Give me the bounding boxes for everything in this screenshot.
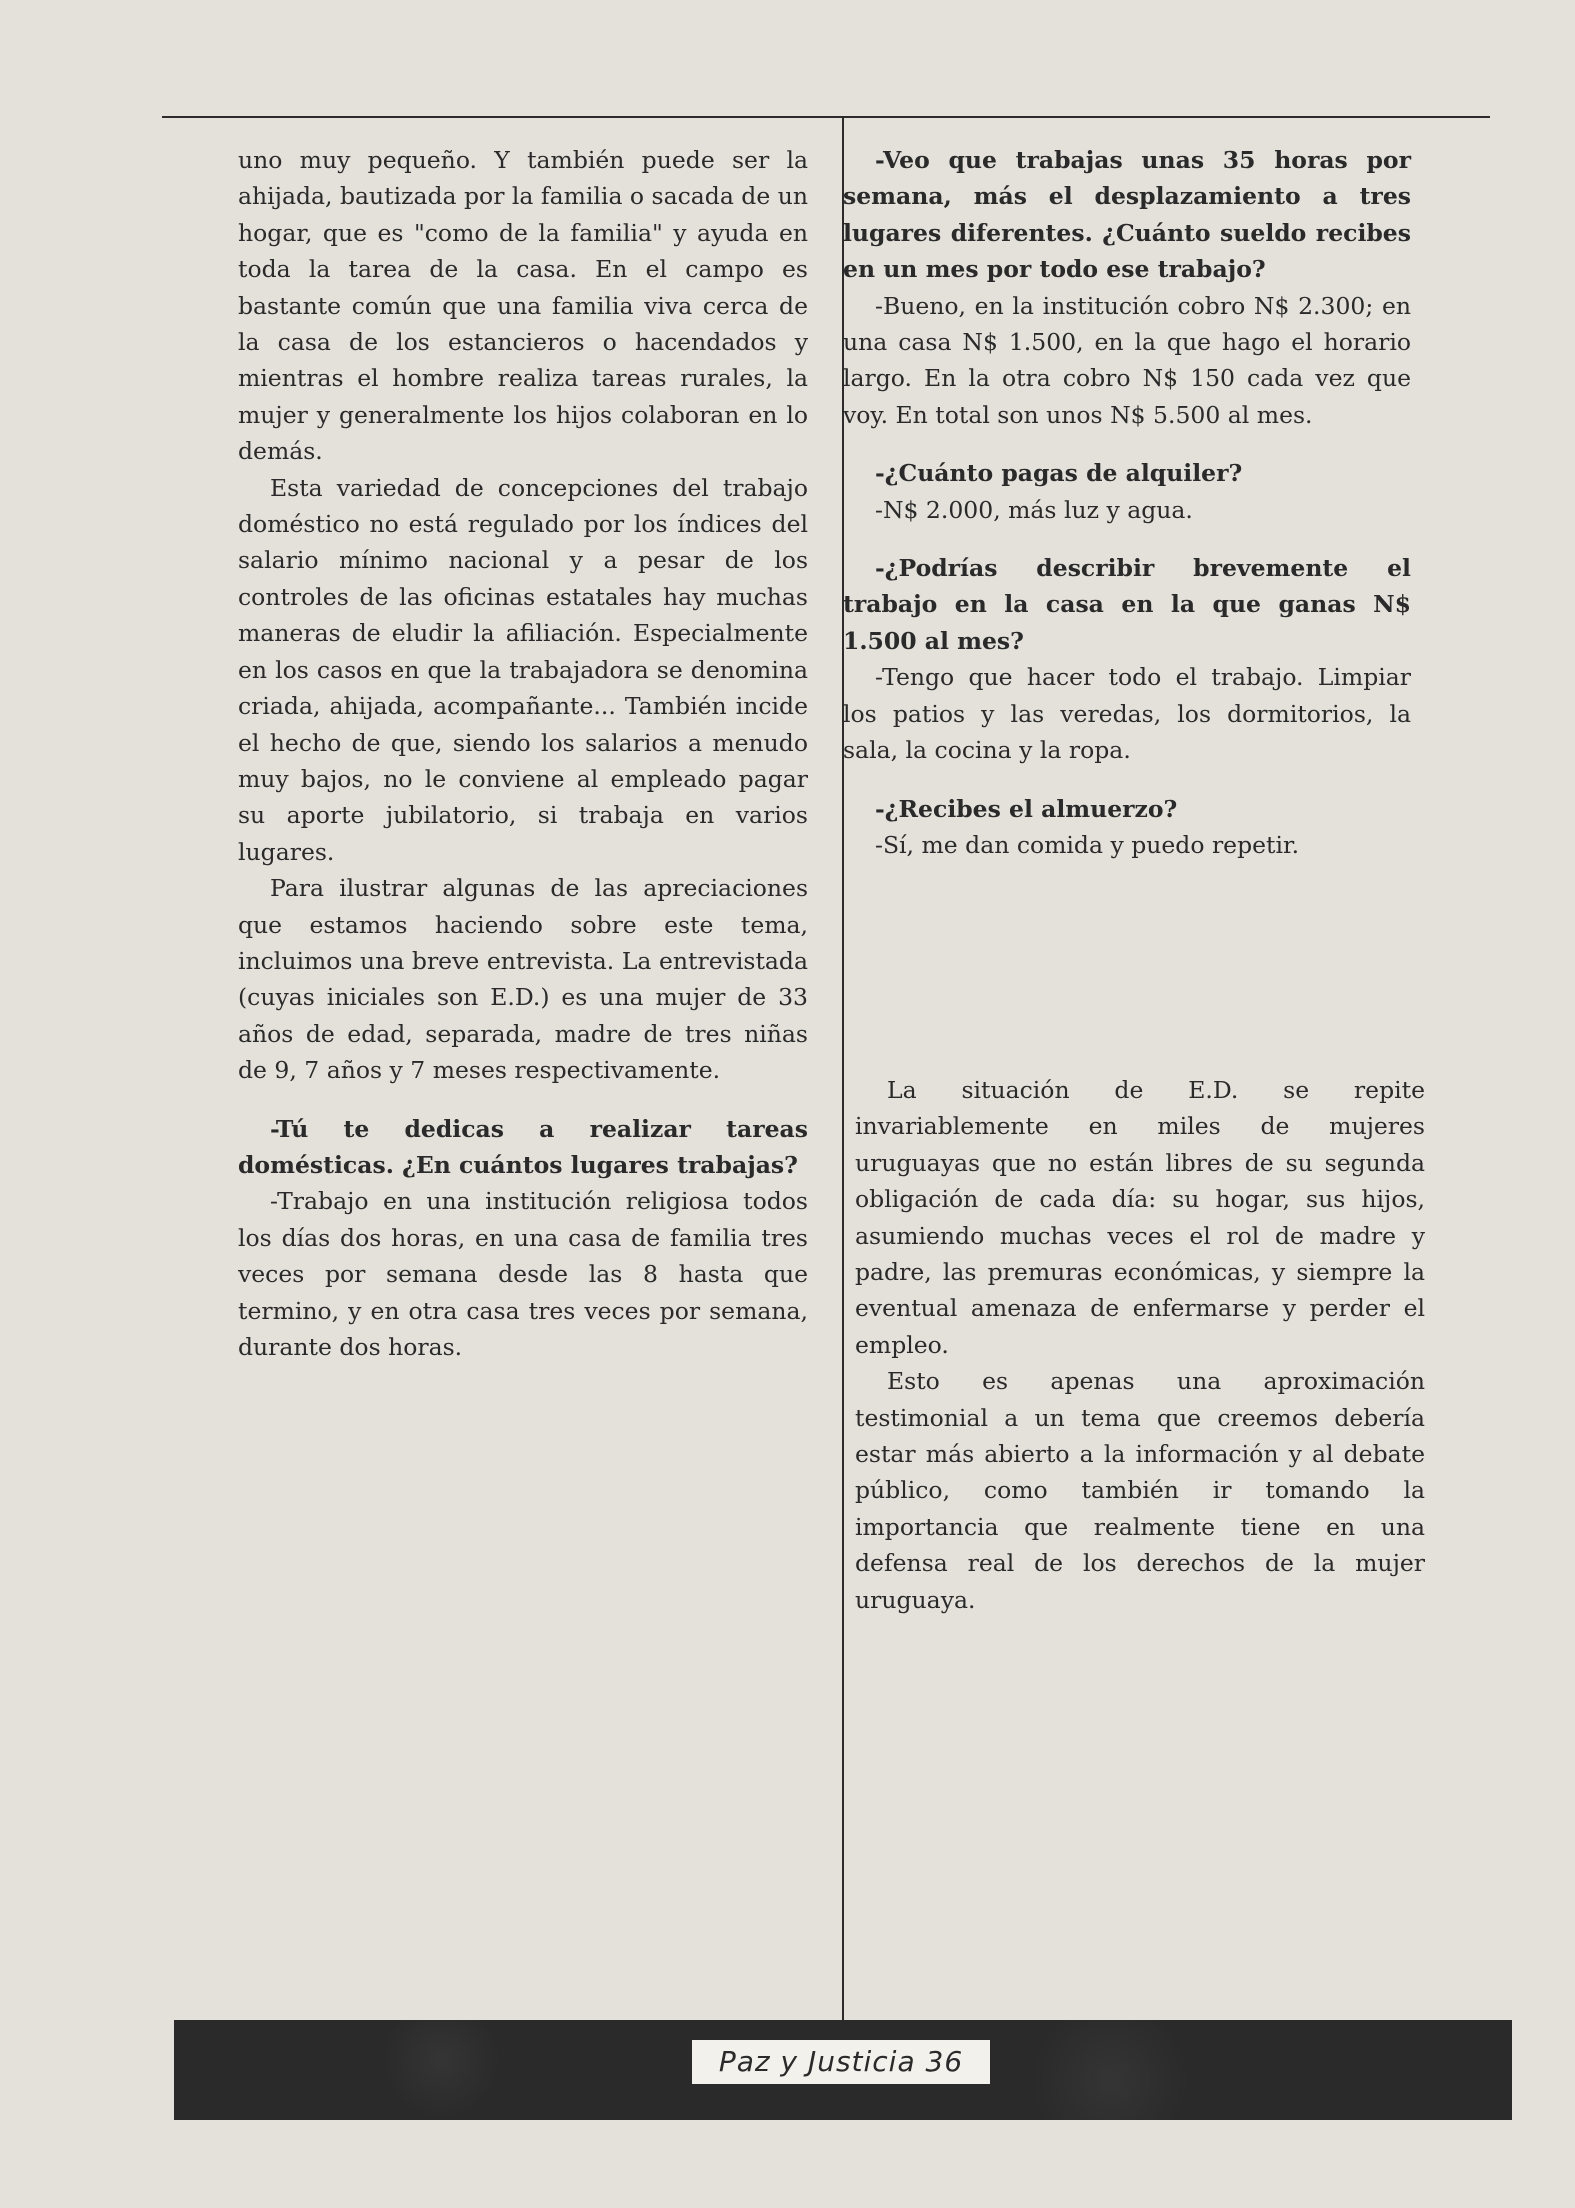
interview-question-1: -Tú te dedicas a realizar tareas domésticas. ¿En cuántos lugares trabajas? (238, 1114, 808, 1179)
right-column-interview (843, 142, 1411, 863)
paragraph-situation: La situación de E.D. se repite invariablemente en miles de mujeres uruguayas que no están libres de su segunda obligación de cada día: su hogar, sus hijos, asumiendo muchas veces el rol de madre y padre, las premuras económicas, y siempre la eventual amenaza de enfermarse y perder el empleo. (855, 1076, 1425, 1359)
paragraph-regulation: Esta variedad de concepciones del trabajo doméstico no está regulado por los índices del salario mínimo nacional y a pesar de los controles de las oficinas estatales hay muchas maneras de eludir la afiliación. Especialmente en los casos en que la trabajadora se denomina criada, ahijada, acompañante... También incide el hecho de que, siendo los salarios a menudo muy bajos, no le conviene al empleado pagar su aporte jubilatorio, si trabaja en varios lugares. (238, 473, 808, 866)
interview-question-4: -¿Podrías describir brevemente el trabajo en la casa en la que ganas N$ 1.500 al mes? (843, 554, 1411, 655)
interview-answer-1: -Trabajo en una institución religiosa todos los días dos horas, en una casa de familia tres veces por semana desde las 8 hasta que termino, y en otra casa tres veces por semana, durante dos horas. (238, 1187, 808, 1361)
paragraph-closing: Esto es apenas una aproximación testimonial a un tema que creemos debería estar más abierto a la información y al debate público, como también ir tomando la importancia que realmente tiene en una defensa real de los derechos de la mujer uruguaya. (855, 1367, 1425, 1614)
interview-answer-2: -Bueno, en la institución cobro N$ 2.300; en una casa N$ 1.500, en la que hago el horario largo. En la otra cobro N$ 150 cada vez que voy. En total son unos N$ 5.500 al mes. (843, 291, 1411, 429)
paragraph-interview-intro: Para ilustrar algunas de las apreciaciones que estamos haciendo sobre este tema, incluimos una breve entrevista. La entrevistada (cuyas iniciales son E.D.) es una mujer de 33 años de edad, separada, madre de tres niñas de 9, 7 años y 7 meses respectivamente. (238, 874, 808, 1085)
interview-question-3: -¿Cuánto pagas de alquiler? (875, 459, 1243, 488)
interview-question-2: -Veo que trabajas unas 35 horas por semana, más el desplazamiento a tres lugares diferentes. ¿Cuánto sueldo recibes en un mes por todo ese trabajo? (843, 146, 1411, 284)
left-column (238, 142, 808, 1365)
top-rule (162, 116, 1490, 118)
interview-answer-5: -Sí, me dan comida y puedo repetir. (875, 830, 1300, 859)
footer-page-label: Paz y Justicia 36 (692, 2040, 990, 2084)
interview-answer-4: -Tengo que hacer todo el trabajo. Limpiar los patios y las veredas, los dormitorios, la sala, la cocina y la ropa. (843, 663, 1411, 765)
interview-answer-3: -N$ 2.000, más luz y agua. (875, 495, 1193, 524)
paragraph-intro-continuation: uno muy pequeño. Y también puede ser la ahijada, bautizada por la familia o sacada de un hogar, que es "como de la familia" y ayuda en toda la tarea de la casa. En el campo es bastante común que una familia viva cerca de la casa de los estancieros o hacendados y mientras el hombre realiza tareas rurales, la mujer y generalmente los hijos colaboran en lo demás. (238, 146, 809, 466)
right-column-conclusion (855, 1072, 1425, 1618)
interview-question-5: -¿Recibes el almuerzo? (875, 794, 1178, 823)
